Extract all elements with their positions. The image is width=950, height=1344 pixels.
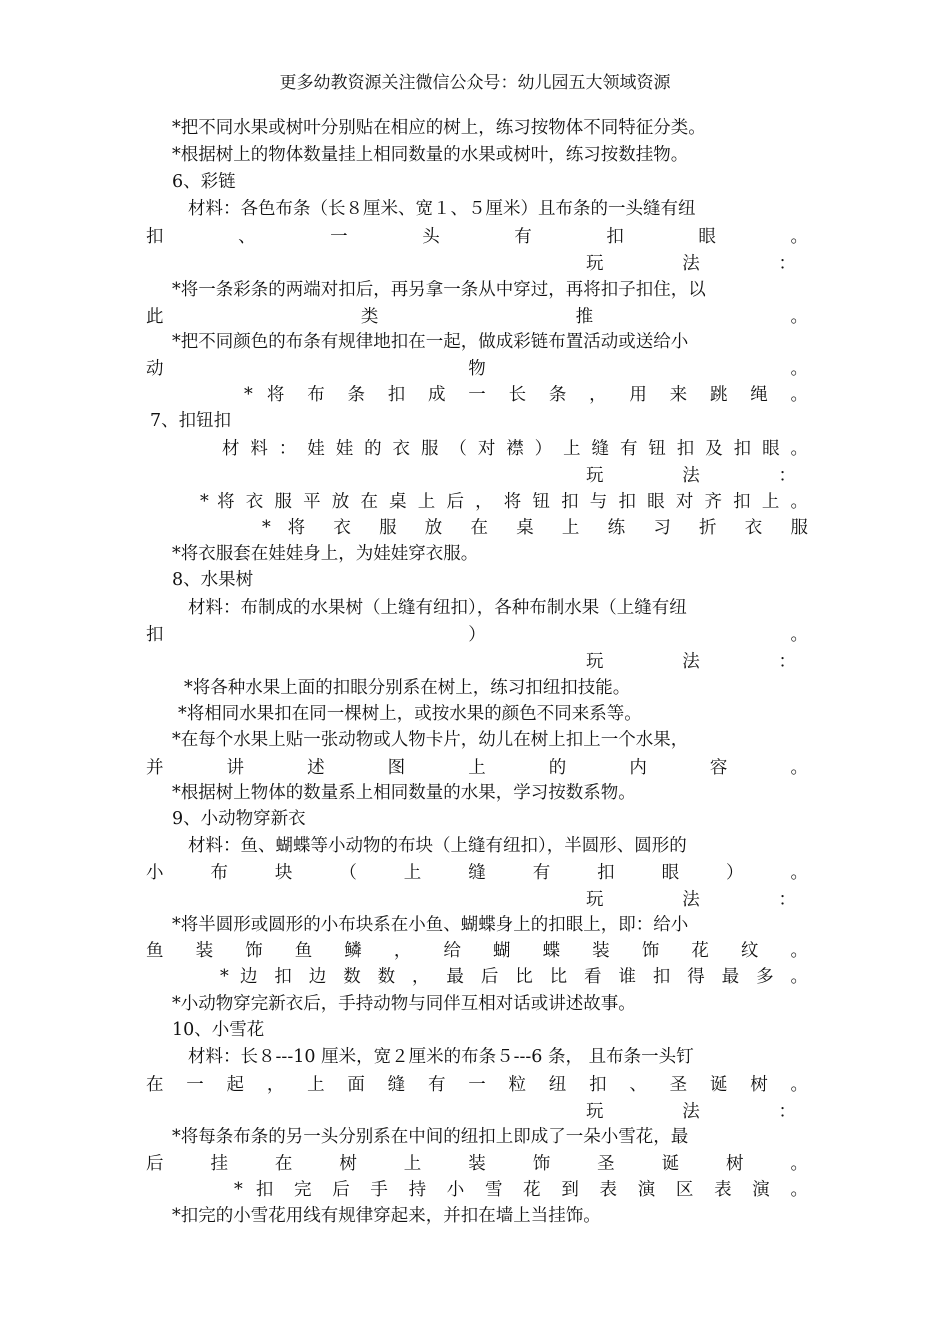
text-line: 并 讲 述 图 上 的 内 容 。	[146, 758, 808, 778]
text-line: 扣 、 一 头 有 扣 眼 。	[146, 227, 808, 247]
text-line: *将各种水果上面的扣眼分别系在树上，练习扣纽扣技能。	[184, 678, 631, 698]
section-heading: 9、小动物穿新衣	[172, 809, 306, 829]
text-line: * 将 布 条 扣 成 一 长 条 ， 用 来 跳 绳 。	[244, 385, 808, 405]
text-line: * 扣 完 后 手 持 小 雪 花 到 表 演 区 表 演 。	[234, 1180, 808, 1200]
text-line: 动 物 。	[146, 359, 808, 379]
text-line: *根据树上物体的数量系上相同数量的水果，学习按数系物。	[172, 783, 636, 803]
text-line: *把不同颜色的布条有规律地扣在一起，做成彩链布置活动或送给小	[172, 332, 689, 352]
text-line: 材 料 ： 娃 娃 的 衣 服 （ 对 襟 ） 上 缝 有 钮 扣 及 扣 眼 。	[222, 439, 808, 459]
text-line: 材料：鱼、蝴蝶等小动物的布块（上缝有纽扣），半圆形、圆形的	[188, 836, 687, 856]
text-line: 玩 法 ：	[586, 1102, 796, 1122]
text-line: *在每个水果上贴一张动物或人物卡片，幼儿在树上扣上一个水果，	[172, 730, 689, 750]
section-heading: 10、小雪花	[172, 1020, 265, 1040]
text-line: 鱼 装 饰 鱼 鳞 ， 给 蝴 蝶 装 饰 花 纹 。	[146, 941, 808, 961]
text-line: *把不同水果或树叶分别贴在相应的树上，练习按物体不同特征分类。	[172, 118, 706, 138]
section-heading: 7、扣钮扣	[150, 411, 232, 431]
text-line: 材料：布制成的水果树（上缝有纽扣），各种布制水果（上缝有纽	[188, 598, 687, 618]
text-line: 玩 法 ：	[586, 466, 796, 486]
text-line: 小 布 块 （ 上 缝 有 扣 眼 ） 。	[146, 863, 808, 883]
text-line: 此 类 推 。	[146, 307, 808, 327]
text-line: *将相同水果扣在同一棵树上，或按水果的颜色不同来系等。	[178, 704, 642, 724]
section-heading: 6、彩链	[172, 172, 236, 192]
text-line: 材料：长８---10 厘米，宽２厘米的布条５---6 条， 且布条一头钉	[188, 1047, 694, 1067]
text-line: 玩 法 ：	[586, 890, 796, 910]
text-line: 在 一 起 ， 上 面 缝 有 一 粒 纽 扣 、 圣 诞 树 。	[146, 1075, 808, 1095]
section-heading: 8、水果树	[172, 570, 254, 590]
text-line: *将衣服套在娃娃身上，为娃娃穿衣服。	[172, 544, 479, 564]
text-line: 后 挂 在 树 上 装 饰 圣 诞 树 。	[146, 1154, 808, 1174]
text-line: *小动物穿完新衣后，手持动物与同伴互相对话或讲述故事。	[172, 994, 636, 1014]
text-line: 玩 法 ：	[586, 652, 796, 672]
text-line: *根据树上的物体数量挂上相同数量的水果或树叶，练习按数挂物。	[172, 145, 689, 165]
text-line: *扣完的小雪花用线有规律穿起来，并扣在墙上当挂饰。	[172, 1206, 601, 1226]
text-line: *将每条布条的另一头分别系在中间的纽扣上即成了一朵小雪花，最	[172, 1127, 689, 1147]
text-line: 扣 ） 。	[146, 625, 808, 645]
text-line: *将一条彩条的两端对扣后，再另拿一条从中穿过，再将扣子扣住，以	[172, 280, 706, 300]
page-header: 更多幼教资源关注微信公众号：幼儿园五大领域资源	[279, 73, 671, 93]
text-line: * 将 衣 服 放 在 桌 上 练 习 折 衣 服	[262, 518, 808, 538]
text-line: 材料：各色布条（长８厘米、宽１、５厘米）且布条的一头缝有纽	[188, 199, 696, 219]
text-line: 玩 法 ：	[586, 254, 796, 274]
text-line: *将半圆形或圆形的小布块系在小鱼、蝴蝶身上的扣眼上，即：给小	[172, 915, 689, 935]
text-line: * 边 扣 边 数 数 ， 最 后 比 比 看 谁 扣 得 最 多 。	[220, 967, 808, 987]
text-line: * 将 衣 服 平 放 在 桌 上 后 ， 将 钮 扣 与 扣 眼 对 齐 扣 上 。	[200, 492, 808, 512]
